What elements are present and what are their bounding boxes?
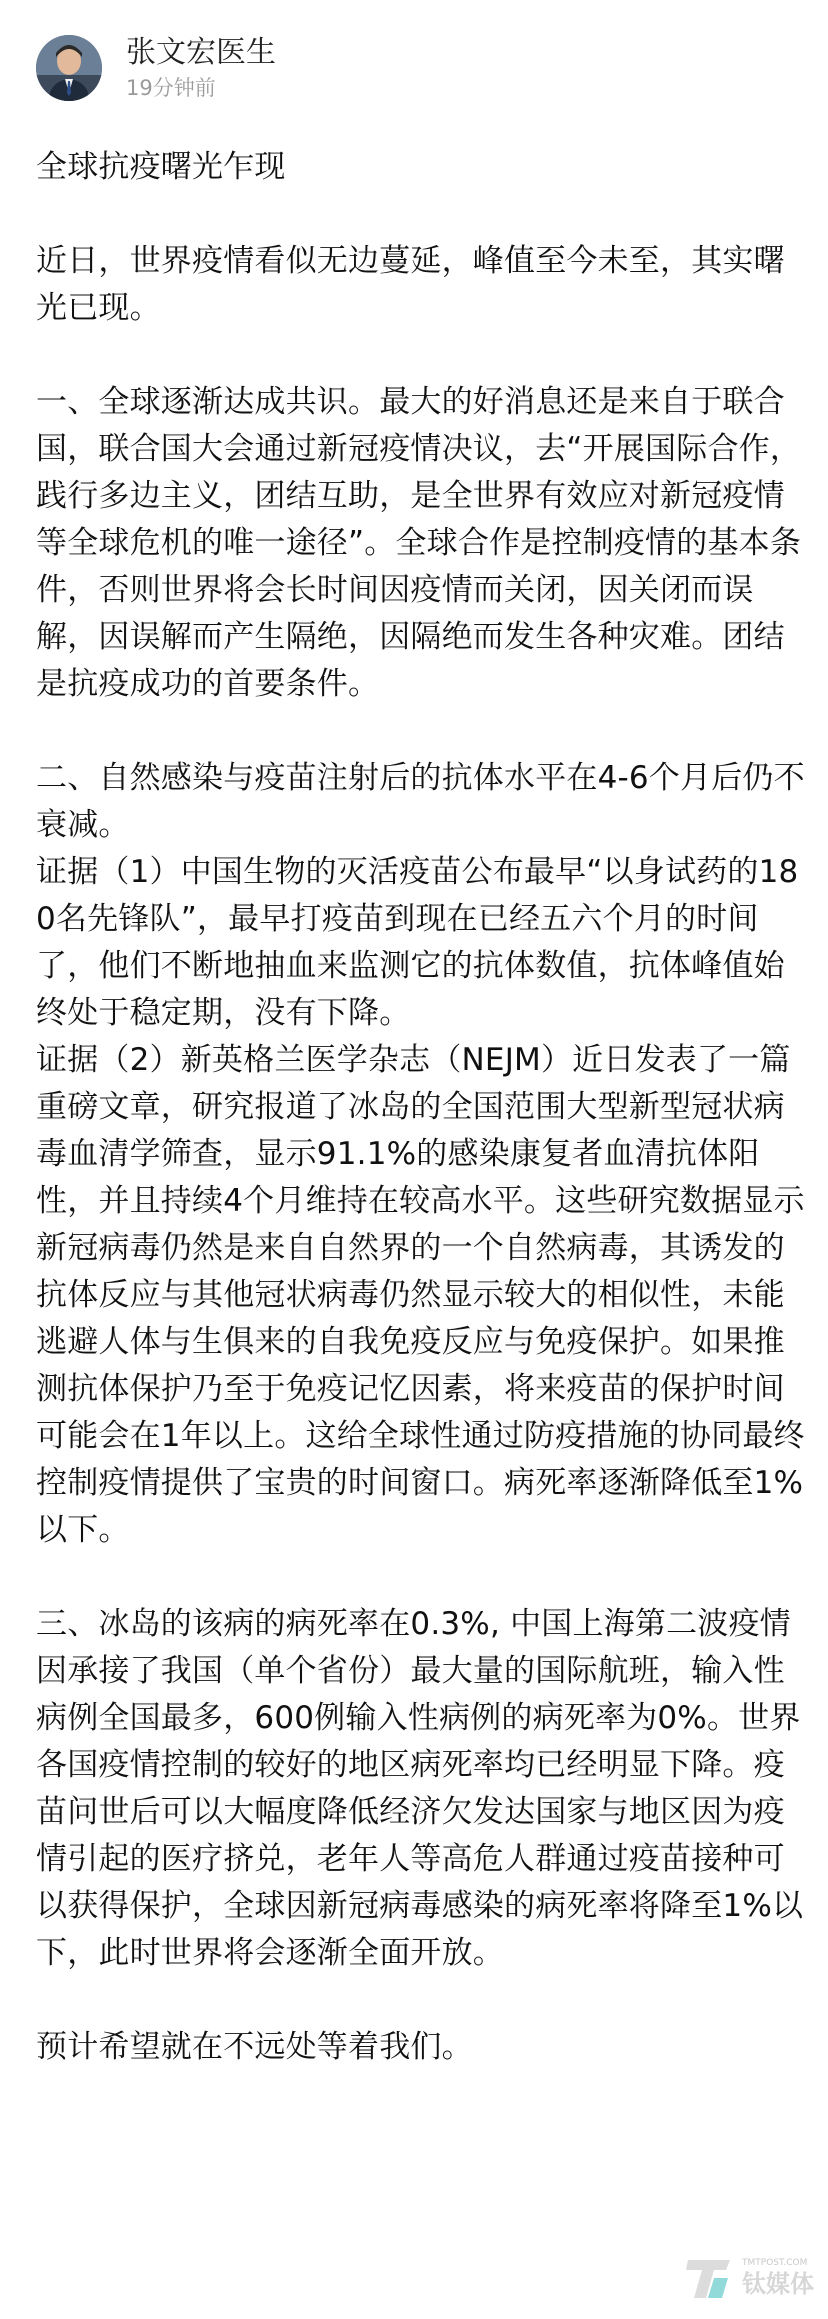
watermark-text bbox=[742, 2257, 814, 2299]
watermark-latin: TMTPOST.COM bbox=[742, 2258, 808, 2268]
post-timestamp: 19分钟前 bbox=[126, 76, 216, 100]
watermark bbox=[684, 2247, 814, 2309]
paragraph-consensus: 一、全球逐渐达成共识。最大的好消息还是来自于联合国，联合国大会通过新冠疫情决议，去“开展国际合作，践行多边主义，团结互助，是全世界有效应对新冠疫情等全球危机的唯一途径”。全球合作是控制疫情的基本条件，否则世界将会长时间因疫情而关闭，因关闭而误解，因误解而产生隔绝，因隔绝而发生各种灾难。团结是抗疫成功的首要条件。 bbox=[36, 384, 802, 702]
paragraph-mortality: 三、冰岛的该病的病死率在0.3%, 中国上海第二波疫情因承接了我国（单个省份）最大量的国际航班，输入性病例全国最多，600例输入性病例的病死率为0%。世界各国疫情控制的较好的地区病死率均已经明显下降。疫苗问世后可以大幅度降低经济欠发达国家与地区因为疫情引起的医疗挤兑，老年人等高危人群通过疫苗接种可以获得保护，全球因新冠病毒感染的病死率将降至1%以下，此时世界将会逐渐全面开放。 bbox=[36, 1606, 804, 1971]
post-title: 全球抗疫曙光乍现 bbox=[36, 149, 286, 185]
tmtpost-logo-icon bbox=[684, 2252, 736, 2304]
person-icon bbox=[36, 35, 102, 101]
avatar[interactable] bbox=[36, 35, 102, 101]
post-body bbox=[36, 144, 806, 2071]
author-name[interactable]: 张文宏医生 bbox=[126, 35, 276, 70]
paragraph-intro: 近日，世界疫情看似无边蔓延，峰值至今未至，其实曙光已现。 bbox=[36, 243, 785, 326]
paragraph-antibody: 二、自然感染与疫苗注射后的抗体水平在4-6个月后仍不衰减。 证据（1）中国生物的灭活疫苗公布最早“以身试药的180名先锋队”，最早打疫苗到现在已经五六个月的时间了，他们不断地抽血来监测它的抗体数值，抗体峰值始终处于稳定期，没有下降。 证据（2）新英格兰医学杂志（NEJM）近日发表了一篇重磅文章，研究报道了冰岛的全国范围大型新型冠状病毒血清学筛查，显示91.1%的感染康复者血清抗体阳性，并且持续4个月维持在较高水平。这些研究数据显示新冠病毒仍然是来自自然界的一个自然病毒，其诱发的抗体反应与其他冠状病毒仍然显示较大的相似性，未能逃避人体与生俱来的自我免疫反应与免疫保护。如果推测抗体保护乃至于免疫记忆因素，将来疫苗的保护时间可能会在1年以上。这给全球性通过防疫措施的协同最终控制疫情提供了宝贵的时间窗口。病死率逐渐降低至1%以下。 bbox=[36, 760, 805, 1548]
post-header bbox=[36, 28, 276, 108]
author-block bbox=[126, 34, 276, 102]
paragraph-conclusion: 预计希望就在不远处等着我们。 bbox=[36, 2029, 473, 2065]
watermark-chinese: 钛媒体 bbox=[742, 2270, 814, 2298]
